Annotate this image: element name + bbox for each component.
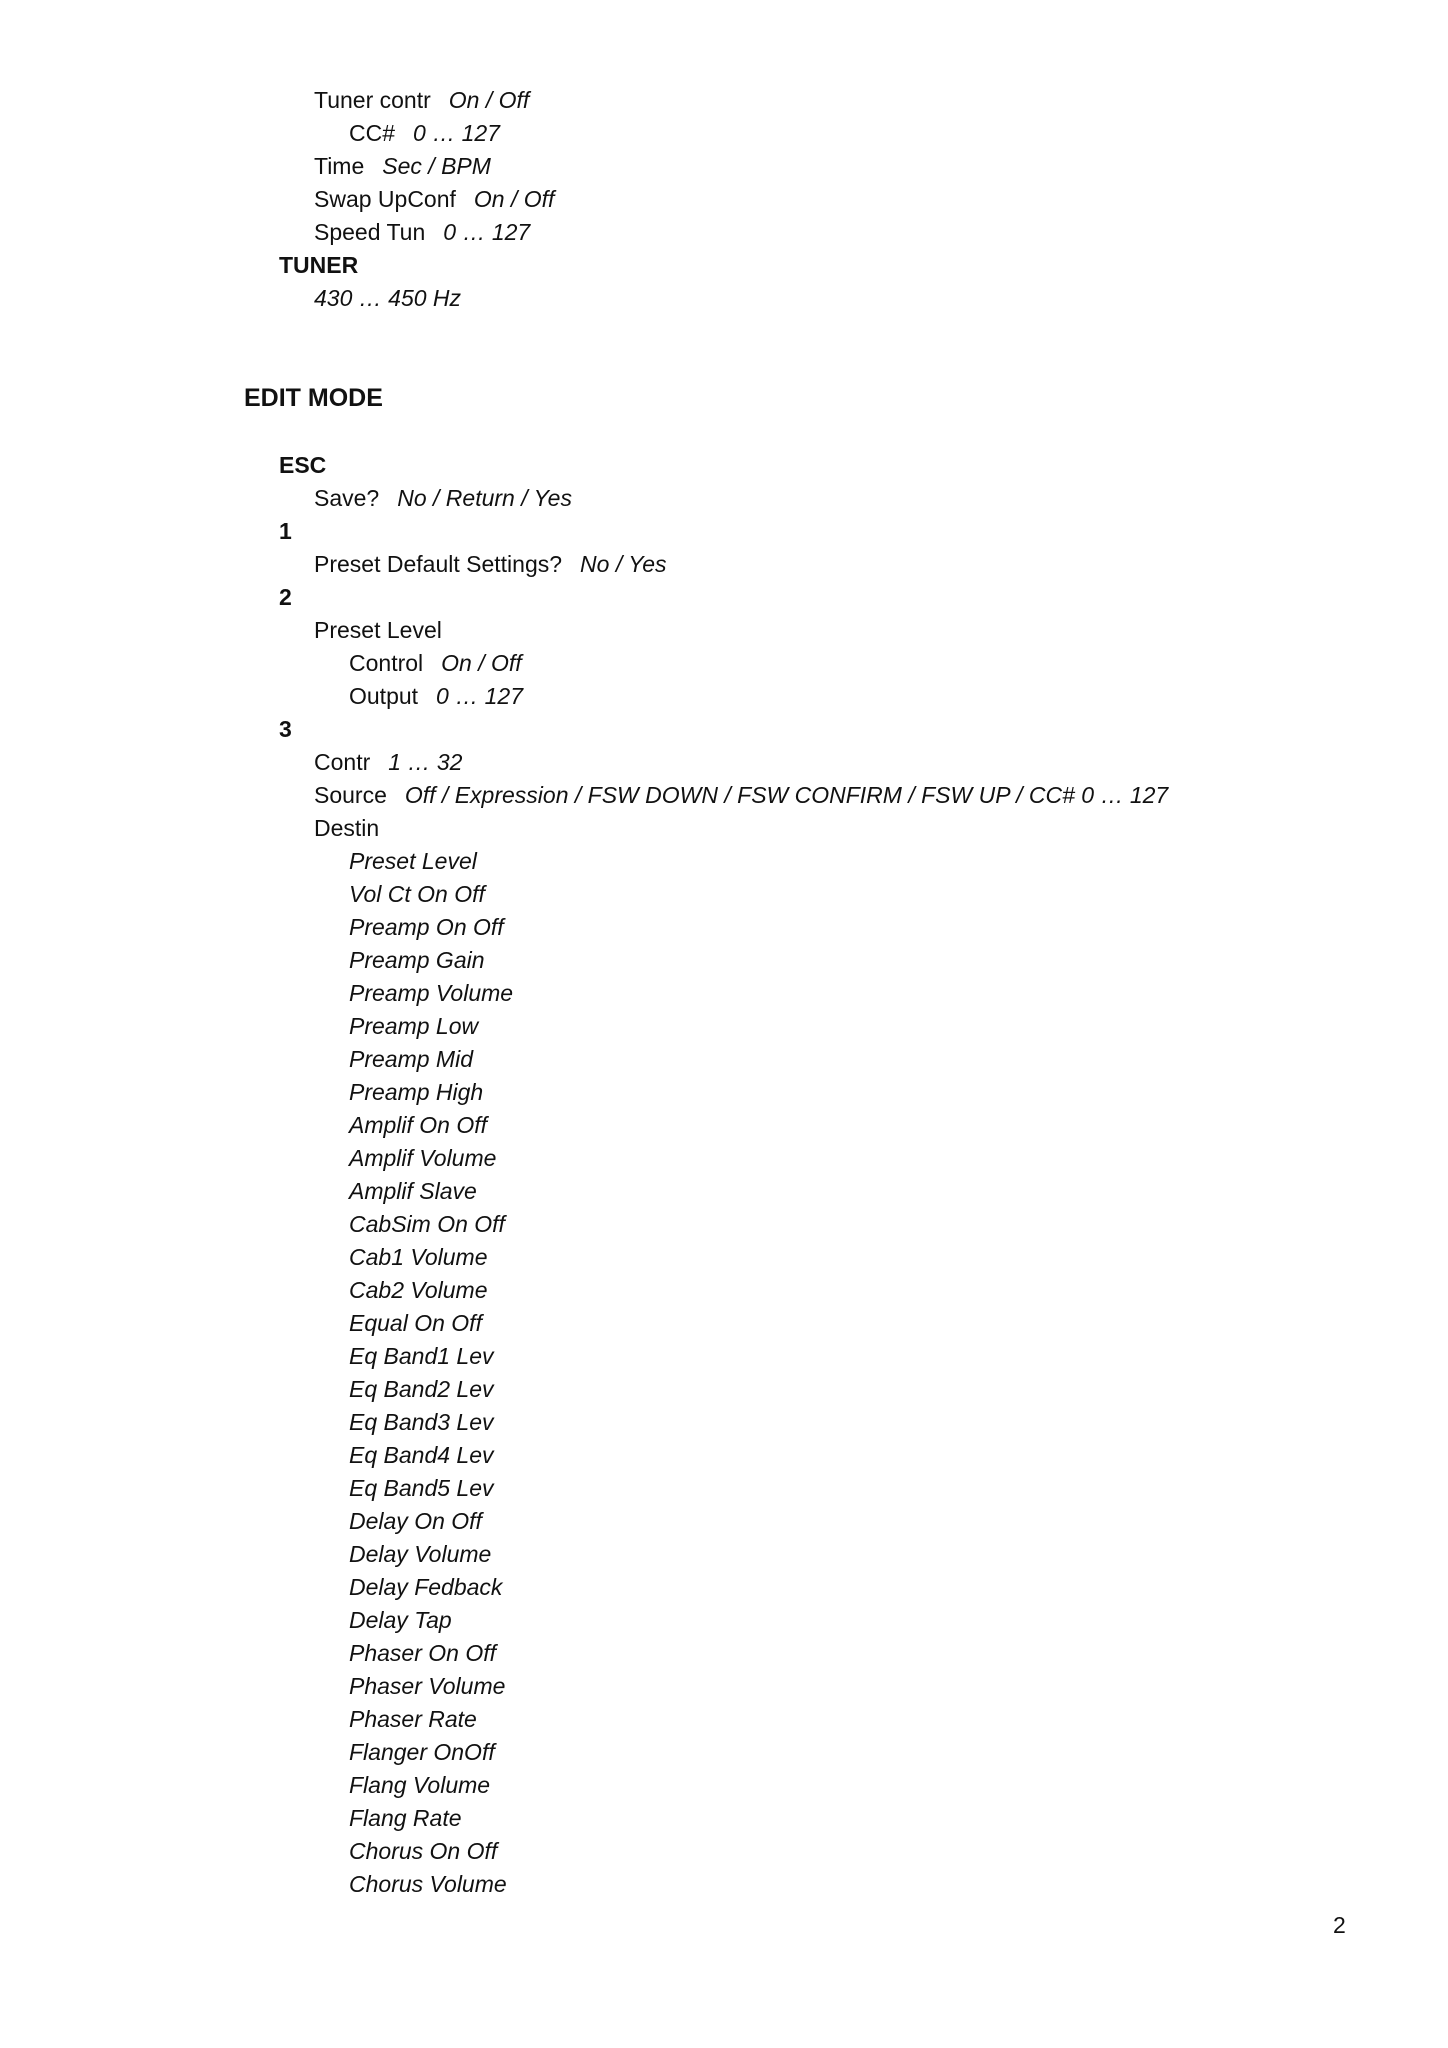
list-item: Preamp High bbox=[349, 1079, 484, 1105]
output-label: Output bbox=[349, 683, 419, 709]
preset-default-value: No / Yes bbox=[580, 551, 667, 577]
swap-upconf-row bbox=[314, 183, 1394, 216]
time-value: Sec / BPM bbox=[382, 153, 491, 179]
contr-row bbox=[314, 746, 1394, 779]
section-2-heading: 2 bbox=[279, 584, 292, 610]
contr-value: 1 … 32 bbox=[388, 749, 463, 775]
page-number: 2 bbox=[1333, 1912, 1346, 1938]
time-label: Time bbox=[314, 153, 365, 179]
section-spacer bbox=[244, 415, 1394, 449]
list-item: CabSim On Off bbox=[349, 1211, 505, 1237]
speed-tun-label: Speed Tun bbox=[314, 219, 426, 245]
section-3-heading: 3 bbox=[279, 716, 292, 742]
preset-default-label: Preset Default Settings? bbox=[314, 551, 563, 577]
list-item: Eq Band3 Lev bbox=[349, 1409, 494, 1435]
speed-tun-row bbox=[314, 216, 1394, 249]
swap-upconf-value: On / Off bbox=[473, 186, 555, 212]
cc-value: 0 … 127 bbox=[413, 120, 500, 146]
control-label: Control bbox=[349, 650, 424, 676]
time-row bbox=[314, 150, 1394, 183]
list-item: Equal On Off bbox=[349, 1310, 482, 1336]
tuner-contr-row bbox=[314, 84, 1394, 117]
output-value: 0 … 127 bbox=[436, 683, 523, 709]
section-1-heading: 1 bbox=[279, 518, 292, 544]
save-label: Save? bbox=[314, 485, 380, 511]
source-row bbox=[314, 779, 1394, 812]
control-row bbox=[349, 647, 1394, 680]
destination-list bbox=[244, 845, 1394, 1901]
control-value: On / Off bbox=[441, 650, 522, 676]
list-item: Delay Tap bbox=[349, 1607, 452, 1633]
section-spacer bbox=[244, 315, 1394, 382]
cc-label: CC# bbox=[349, 120, 396, 146]
list-item: Phaser Rate bbox=[349, 1706, 477, 1732]
list-item: Eq Band4 Lev bbox=[349, 1442, 494, 1468]
list-item: Phaser Volume bbox=[349, 1673, 506, 1699]
tuner-contr-value: On / Off bbox=[448, 87, 530, 113]
list-item: Amplif Volume bbox=[349, 1145, 497, 1171]
list-item: Delay Fedback bbox=[349, 1574, 503, 1600]
preset-level-label: Preset Level bbox=[314, 617, 442, 643]
list-item: Cab2 Volume bbox=[349, 1277, 488, 1303]
list-item: Vol Ct On Off bbox=[349, 881, 485, 907]
list-item: Chorus On Off bbox=[349, 1838, 498, 1864]
list-item: Flanger OnOff bbox=[349, 1739, 495, 1765]
esc-heading: ESC bbox=[279, 452, 327, 478]
cc-row bbox=[349, 117, 1394, 150]
preset-default-row bbox=[314, 548, 1394, 581]
list-item: Preamp Low bbox=[349, 1013, 479, 1039]
list-item: Eq Band5 Lev bbox=[349, 1475, 494, 1501]
list-item: Delay Volume bbox=[349, 1541, 492, 1567]
list-item: Eq Band1 Lev bbox=[349, 1343, 494, 1369]
output-row bbox=[349, 680, 1394, 713]
list-item: Flang Rate bbox=[349, 1805, 462, 1831]
save-row bbox=[314, 482, 1394, 515]
contr-label: Contr bbox=[314, 749, 371, 775]
page-content bbox=[244, 84, 1394, 1901]
source-value: Off / Expression / FSW DOWN / FSW CONFIRM / FSW UP / CC# 0 … 127 bbox=[404, 782, 1169, 808]
list-item: Flang Volume bbox=[349, 1772, 491, 1798]
list-item: Phaser On Off bbox=[349, 1640, 497, 1666]
source-label: Source bbox=[314, 782, 387, 808]
list-item: Preamp Volume bbox=[349, 980, 514, 1006]
list-item: Preset Level bbox=[349, 848, 477, 874]
list-item: Preamp On Off bbox=[349, 914, 504, 940]
speed-tun-value: 0 … 127 bbox=[443, 219, 531, 245]
list-item: Delay On Off bbox=[349, 1508, 482, 1534]
list-item: Preamp Mid bbox=[349, 1046, 473, 1072]
swap-upconf-label: Swap UpConf bbox=[314, 186, 456, 212]
list-item: Cab1 Volume bbox=[349, 1244, 488, 1270]
tuner-range: 430 … 450 Hz bbox=[314, 285, 462, 311]
edit-mode-title: EDIT MODE bbox=[244, 384, 383, 412]
tuner-contr-label: Tuner contr bbox=[314, 87, 431, 113]
list-item: Amplif On Off bbox=[349, 1112, 488, 1138]
list-item: Amplif Slave bbox=[349, 1178, 477, 1204]
tuner-heading: TUNER bbox=[279, 252, 359, 278]
list-item: Chorus Volume bbox=[349, 1871, 507, 1897]
list-item: Preamp Gain bbox=[349, 947, 485, 973]
save-value: No / Return / Yes bbox=[397, 485, 572, 511]
list-item: Eq Band2 Lev bbox=[349, 1376, 494, 1402]
destin-label: Destin bbox=[314, 815, 380, 841]
